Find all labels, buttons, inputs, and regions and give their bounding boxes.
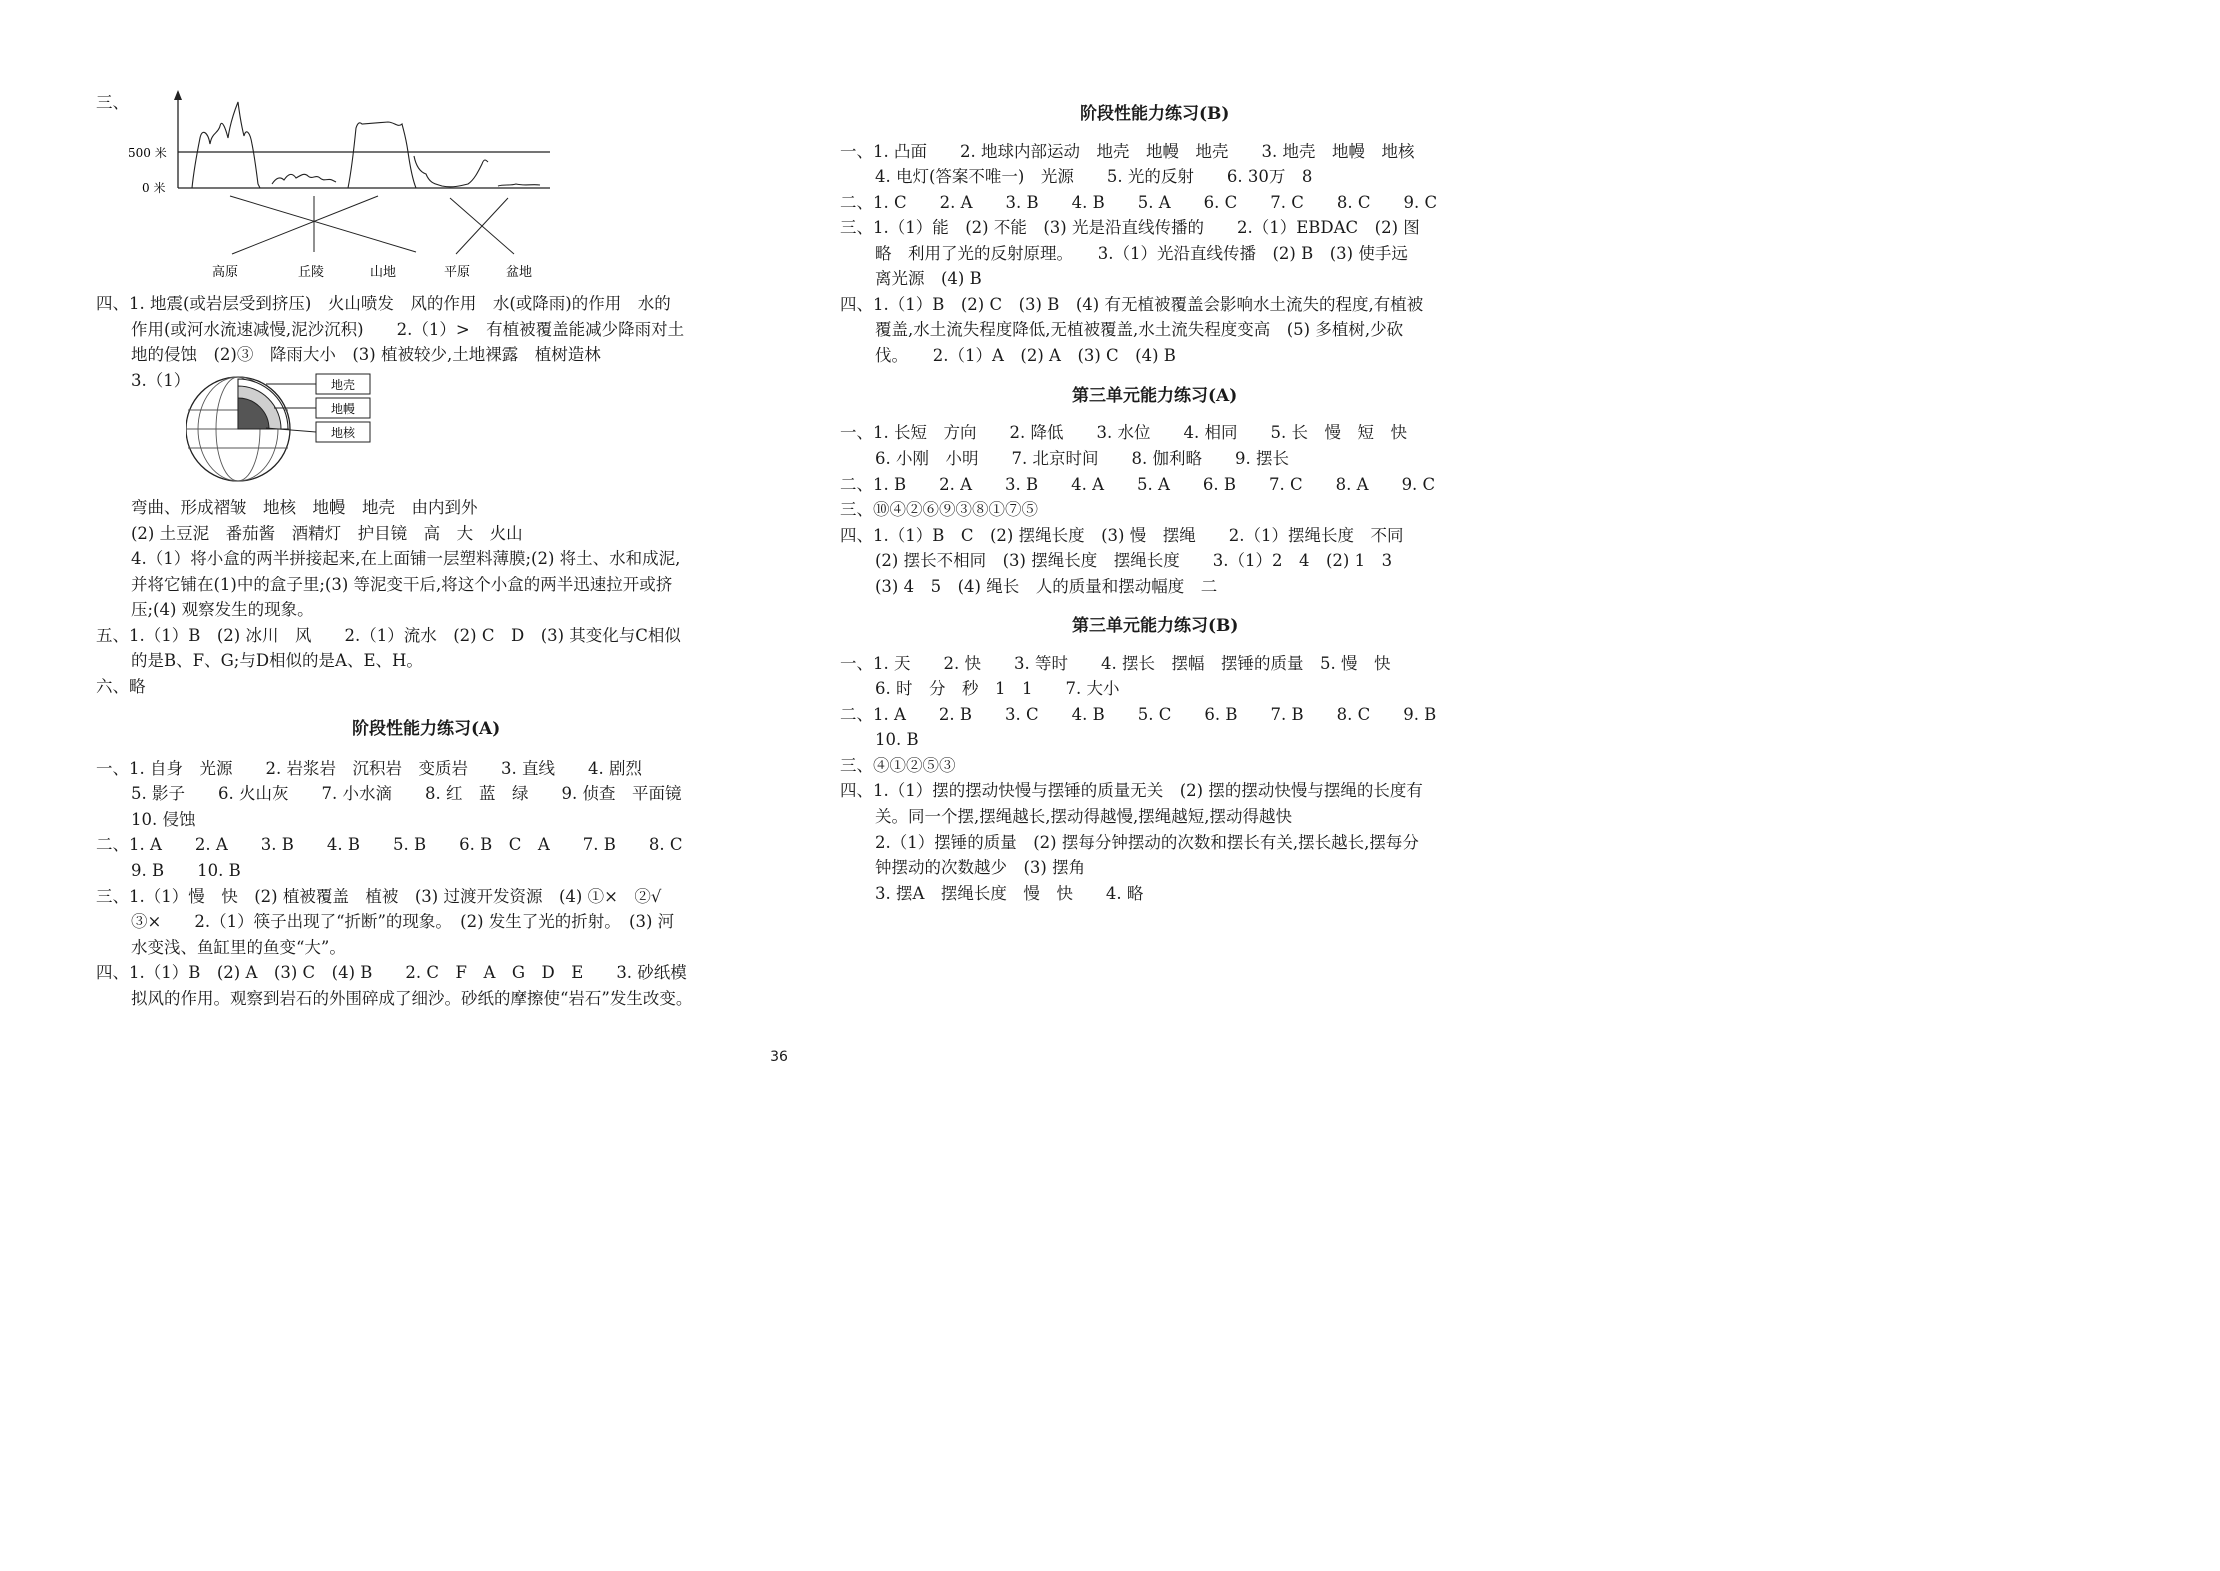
answer-line: 一、1. 长短 方向 2. 降低 3. 水位 4. 相同 5. 长 慢 短 快 [840,423,1407,442]
answer-line: 关。同一个摆,摆绳越长,摆动得越慢,摆绳越短,摆动得越快 [875,807,1292,826]
axis-label-0: 0 米 [142,181,166,195]
answer-line: 弯曲、形成褶皱 地核 地幔 地壳 由内到外 [131,498,478,517]
landform-label: 丘陵 [298,265,325,280]
section-title: 阶段性能力练习(B) [1080,104,1230,124]
answer-line: 三、④①②⑤③ [840,756,956,775]
connector-line [456,198,508,254]
answer-line: 9. B 10. B [131,861,241,880]
arrow-up-icon [174,90,182,100]
answer-line: 4. 电灯(答案不唯一) 光源 5. 光的反射 6. 30万 8 [875,167,1313,186]
answer-line: 钟摆动的次数越少 (3) 摆角 [875,858,1086,877]
terrain-hill-profile [272,174,336,184]
answer-line: 压;(4) 观察发生的现象。 [131,600,314,619]
answer-line: 三、1.（1）能 (2) 不能 (3) 光是沿直线传播的 2.（1）EBDAC (2) 图 [840,218,1420,237]
answer-line: 四、1. 地震(或岩层受到挤压) 火山喷发 风的作用 水(或降雨)的作用 水的 [96,294,671,313]
answer-line: 3. 摆A 摆绳长度 慢 快 4. 略 [875,884,1144,903]
axis-label-500: 500 米 [128,146,167,160]
answer-line: 离光源 (4) B [875,269,982,288]
answer-line: 四、1.（1）B (2) A (3) C (4) B 2. C F A G D E 3. 砂纸模 [96,963,687,982]
answer-line: 二、1. A 2. A 3. B 4. B 5. B 6. B C A 7. B 8. C [96,835,683,854]
answer-line: (2) 摆长不相同 (3) 摆绳长度 摆绳长度 3.（1）2 4 (2) 1 3 [875,551,1393,570]
answer-line: 二、1. C 2. A 3. B 4. B 5. A 6. C 7. C 8. C 9. C [840,193,1438,212]
answer-line: 四、1.（1）摆的摆动快慢与摆锤的质量无关 (2) 摆的摆动快慢与摆绳的长度有 [840,781,1423,800]
answer-line: 6. 时 分 秒 1 1 7. 大小 [875,679,1120,698]
answer-line: 四、1.（1）B (2) C (3) B (4) 有无植被覆盖会影响水土流失的程度,有植被 [840,295,1424,314]
answer-line: 四、1.（1）B C (2) 摆绳长度 (3) 慢 摆绳 2.（1）摆绳长度 不同 [840,526,1404,545]
earth-structure-diagram [186,370,376,488]
answer-line: 的是B、F、G;与D相似的是A、E、H。 [131,651,423,670]
landform-label: 盆地 [506,265,533,280]
terrain-basin-profile [414,156,488,187]
terrain-mountain-profile [192,102,260,188]
answer-line: 一、1. 天 2. 快 3. 等时 4. 摆长 摆幅 摆锤的质量 5. 慢 快 [840,654,1391,673]
answer-line: 一、1. 自身 光源 2. 岩浆岩 沉积岩 变质岩 3. 直线 4. 剧烈 [96,759,642,778]
answer-line: 拟风的作用。观察到岩石的外围碎成了细沙。砂纸的摩擦使“岩石”发生改变。 [131,989,693,1008]
landform-label: 山地 [370,265,397,280]
answer-line: 一、1. 凸面 2. 地球内部运动 地壳 地幔 地壳 3. 地壳 地幔 地核 [840,142,1415,161]
label-crust: 地壳 [330,378,356,392]
answer-line: 六、略 [96,677,146,696]
page-number: 36 [770,1049,788,1065]
answer-line: 3.（1） [131,371,191,390]
landform-label: 高原 [212,265,239,280]
answer-line: (3) 4 5 (4) 绳长 人的质量和摆动幅度 二 [875,577,1218,596]
answer-line: 10. B [875,730,919,749]
section-title: 第三单元能力练习(A) [1072,386,1238,406]
answer-line: 三、⑩④②⑥⑨③⑧①⑦⑤ [840,500,1038,519]
answer-line: 10. 侵蚀 [131,810,196,829]
landform-label: 平原 [444,265,471,280]
label-mantle: 地幔 [330,402,356,416]
answer-line: 4.（1）将小盒的两半拼接起来,在上面铺一层塑料薄膜;(2) 将土、水和成泥, [131,549,681,568]
terrain-diagram [126,88,566,284]
answer-line: ③× 2.（1）筷子出现了“折断”的现象。 (2) 发生了光的折射。 (3) 河 [131,912,675,931]
answer-line: 五、1.（1）B (2) 冰川 风 2.（1）流水 (2) C D (3) 其变化与C相似 [96,626,681,645]
answer-line: 水变浅、鱼缸里的鱼变“大”。 [131,938,346,957]
answer-line: 5. 影子 6. 火山灰 7. 小水滴 8. 红 蓝 绿 9. 侦查 平面镜 [131,784,682,803]
answer-line: 作用(或河水流速减慢,泥沙沉积) 2.（1）> 有植被覆盖能减少降雨对土 [131,320,685,339]
section-title: 阶段性能力练习(A) [352,719,501,739]
answer-line: 2.（1）摆锤的质量 (2) 摆每分钟摆动的次数和摆长有关,摆长越长,摆每分 [875,833,1419,852]
label-core: 地核 [330,426,356,440]
answer-line: 并将它铺在(1)中的盒子里;(3) 等泥变干后,将这个小盒的两半迅速拉开或挤 [131,575,673,594]
section-title: 第三单元能力练习(B) [1072,616,1239,636]
answer-line: 地的侵蚀 (2)③ 降雨大小 (3) 植被较少,土地裸露 植树造林 [131,345,601,364]
answer-line: 6. 小刚 小明 7. 北京时间 8. 伽利略 9. 摆长 [875,449,1289,468]
terrain-plain-profile [498,184,540,186]
answer-line: (2) 土豆泥 番茄酱 酒精灯 护目镜 高 大 火山 [131,524,523,543]
answer-line: 略 利用了光的反射原理。 3.（1）光沿直线传播 (2) B (3) 使手远 [875,244,1408,263]
answer-line: 二、1. B 2. A 3. B 4. A 5. A 6. B 7. C 8. A 9. C [840,475,1436,494]
answer-line: 伐。 2.（1）A (2) A (3) C (4) B [875,346,1176,365]
connector-line [232,196,378,254]
terrain-plateau-profile [348,122,416,188]
answer-line: 二、1. A 2. B 3. C 4. B 5. C 6. B 7. B 8. C 9. B [840,705,1437,724]
answer-line: 覆盖,水土流失程度降低,无植被覆盖,水土流失程度变高 (5) 多植树,少砍 [875,320,1404,339]
section-san-label: 三、 [96,93,129,112]
answer-line: 三、1.（1）慢 快 (2) 植被覆盖 植被 (3) 过渡开发资源 (4) ①× ②√ [96,887,662,906]
